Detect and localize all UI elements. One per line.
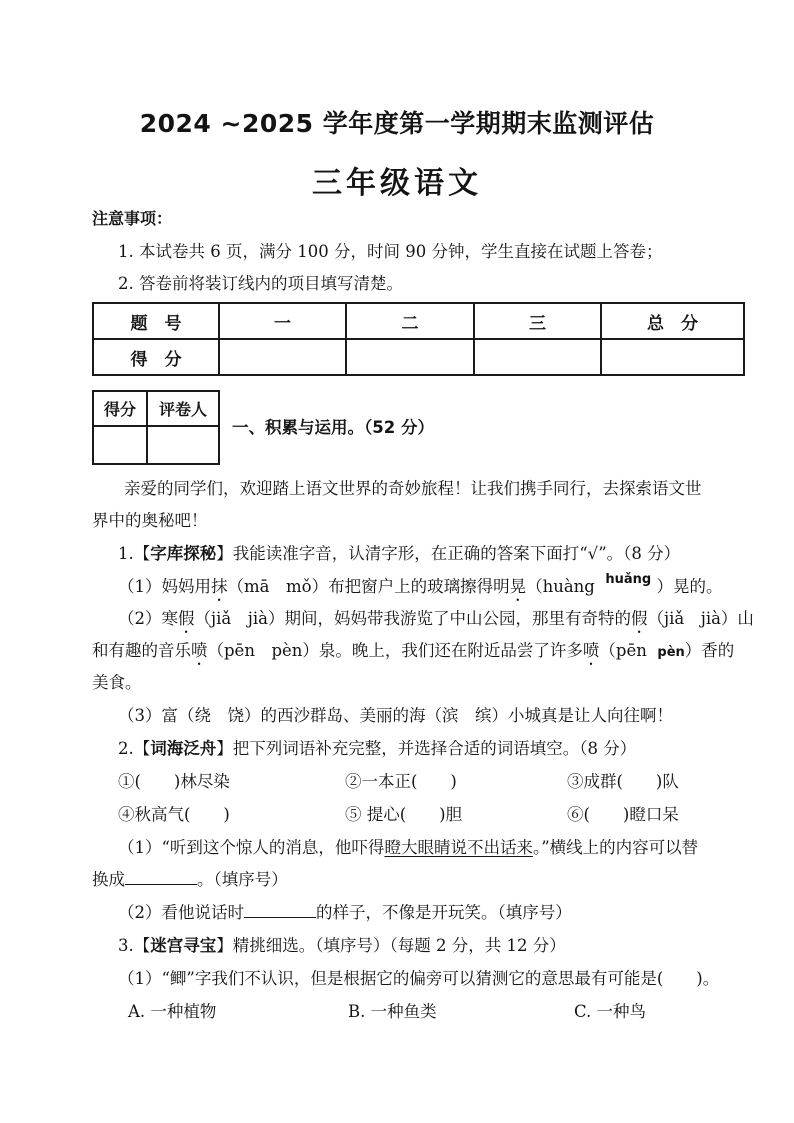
grader-score-cell[interactable]: [93, 426, 147, 464]
question-2-tag: 词海泛舟: [150, 739, 217, 758]
score-row-label: 得 分: [93, 339, 219, 375]
grader-name-cell[interactable]: [147, 426, 219, 464]
question-1-sentence-2-end: 美食。: [92, 673, 142, 692]
question-2-title: 2.【词海泛舟】把下列词语补充完整，并选择合适的词语填空。（8 分）: [118, 739, 637, 758]
question-3-sentence-1: （1）“鲫”字我们不认识，但是根据它的偏旁可以猜测它的意思最有可能是( )。: [118, 969, 720, 988]
option-a[interactable]: A. 一种植物: [128, 1002, 217, 1021]
underlined-phrase: 瞪大眼睛说不出话来: [384, 838, 533, 857]
grader-box: [92, 390, 220, 465]
handwritten-answer: pèn: [657, 645, 685, 660]
question-1-tag: 字库探秘: [150, 544, 217, 563]
notice-item: 2. 答卷前将装订线内的项目填写清楚。: [118, 274, 403, 293]
score-table-header: 题 号: [93, 303, 219, 339]
score-table-header: 三: [474, 303, 601, 339]
option-b[interactable]: B. 一种鱼类: [348, 1002, 437, 1021]
option-c[interactable]: C. 一种鸟: [574, 1002, 647, 1021]
handwritten-answer: huǎng: [605, 572, 652, 587]
idiom-item: ①( )林尽染: [118, 772, 230, 791]
idiom-item: ⑥( )瞪口呆: [567, 805, 679, 824]
score-cell[interactable]: [601, 339, 744, 375]
score-cell[interactable]: [346, 339, 474, 375]
question-1-sentence-2: （2）寒假（jiǎ jià）期间，妈妈带我游览了中山公园，那里有奇特的假（jiǎ jià）山: [118, 609, 754, 628]
exam-title: 2024 ~2025 学年度第一学期期末监测评估: [139, 109, 655, 138]
notice-heading: 注意事项：: [92, 209, 173, 228]
score-cell[interactable]: [474, 339, 601, 375]
grader-score-label: 得分: [93, 391, 147, 426]
idiom-item: ⑤ 提心( )胆: [345, 805, 463, 824]
question-2-sentence-1: （1）“听到这个惊人的消息，他吓得瞪大眼睛说不出话来。”横线上的内容可以替: [118, 838, 699, 857]
intro-text: 界中的奥秘吧！: [92, 511, 208, 530]
question-1-sentence-2-cont: 和有趣的音乐喷（pēn pèn）泉。晚上，我们还在附近品尝了许多喷（pēn pèn）香的: [92, 641, 735, 660]
score-table: [92, 302, 745, 376]
idiom-item: ②一本正( ): [345, 772, 457, 791]
idiom-item: ④秋高气( ): [118, 805, 230, 824]
answer-blank[interactable]: [125, 868, 197, 885]
question-2-sentence-2: （2）看他说话时 的样子，不像是开玩笑。（填序号）: [118, 903, 572, 922]
score-cell[interactable]: [219, 339, 346, 375]
question-1-sentence-3: （3）富（绕 饶）的西沙群岛、美丽的海（滨 缤）小城真是让人向往啊！: [118, 706, 673, 725]
section-heading: 一、积累与运用。（52 分）: [232, 418, 434, 437]
question-3-title: 3.【迷宫寻宝】精挑细选。（填序号）（每题 2 分，共 12 分）: [118, 936, 566, 955]
idiom-item: ③成群( )队: [567, 772, 679, 791]
answer-blank[interactable]: [244, 901, 316, 918]
question-1-title: 1.【字库探秘】我能读准字音，认清字形，在正确的答案下面打“√”。（8 分）: [118, 544, 681, 563]
score-table-header: 一: [219, 303, 346, 339]
notice-item: 1. 本试卷共 6 页，满分 100 分，时间 90 分钟，学生直接在试题上答卷；: [118, 242, 663, 261]
score-table-header: 总 分: [601, 303, 744, 339]
question-2-sentence-1-cont: 换成 。（填序号）: [92, 870, 288, 889]
question-1-sentence-1: （1）妈妈用抹（mā mǒ）布把窗户上的玻璃擦得明晃（huàng $^{huǎng}$ ）晃的。: [118, 572, 723, 596]
exam-subject: 三年级语文: [312, 166, 482, 201]
grader-name-label: 评卷人: [147, 391, 219, 426]
intro-text: 亲爱的同学们，欢迎踏上语文世界的奇妙旅程！让我们携手同行，去探索语文世: [124, 479, 702, 498]
score-table-header: 二: [346, 303, 474, 339]
question-3-tag: 迷宫寻宝: [150, 936, 217, 955]
